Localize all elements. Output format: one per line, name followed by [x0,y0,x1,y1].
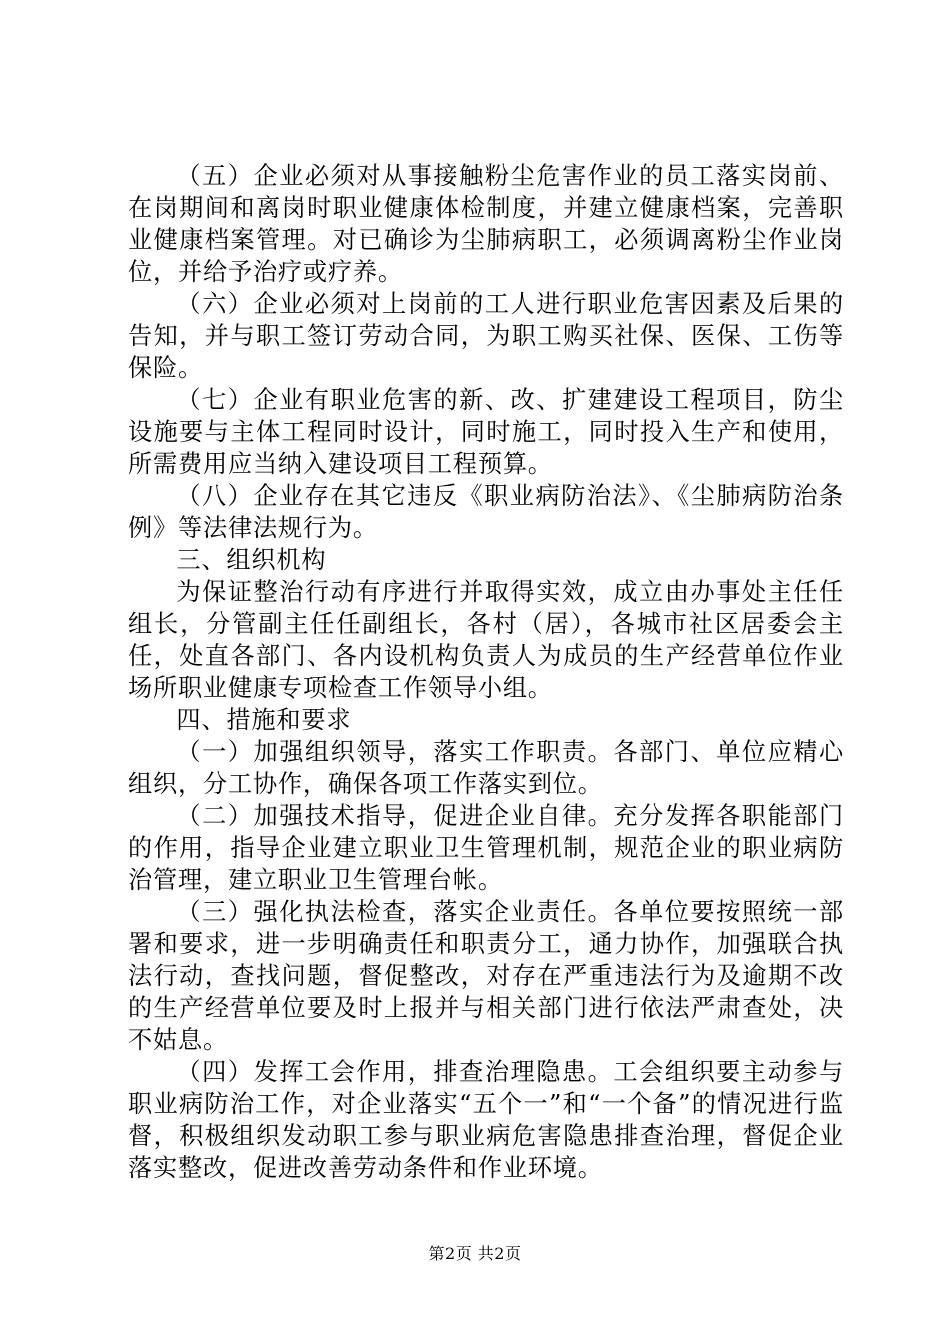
section-heading-measures: 四、措施和要求 [176,706,352,734]
paragraph-measure-1: （一）加强组织领导，落实工作职责。各部门、单位应精心组织，分工协作，确保各项工作落实到位。 [128,738,844,798]
paragraph-organization: 为保证整治行动有序进行并取得实效，成立由办事处主任任组长，分管副主任任副组长，各村（居），各城市社区居委会主任，处直各部门、各内设机构负责人为成员的生产经营单位作业场所职业健康专项检查工作领导小组。 [128,578,844,702]
paragraph-measure-2: （二）加强技术指导，促进企业自律。充分发挥各职能部门的作用，指导企业建立职业卫生管理机制，规范企业的职业病防治管理，建立职业卫生管理台帐。 [128,802,844,894]
document-body [128,160,844,1184]
paragraph-item-7: （七）企业有职业危害的新、改、扩建建设工程项目，防尘设施要与主体工程同时设计，同时施工，同时投入生产和使用，所需费用应当纳入建设项目工程预算。 [128,386,844,478]
paragraph-item-5: （五）企业必须对从事接触粉尘危害作业的员工落实岗前、在岗期间和离岗时职业健康体检制度，并建立健康档案，完善职业健康档案管理。对已确诊为尘肺病职工，必须调离粉尘作业岗位，并给予治疗或疗养。 [128,162,844,286]
page-number-footer: 第2页 共2页 [428,1244,522,1263]
paragraph-measure-3: （三）强化执法检查，落实企业责任。各单位要按照统一部署和要求，进一步明确责任和职责分工，通力协作，加强联合执法行动，查找问题，督促整改，对存在严重违法行为及逾期不改的生产经营单位要及时上报并与相关部门进行依法严肃查处，决不姑息。 [128,898,844,1054]
section-heading-organization: 三、组织机构 [176,546,327,574]
paragraph-measure-4: （四）发挥工会作用，排查治理隐患。工会组织要主动参与职业病防治工作，对企业落实“五个一”和“一个备”的情况进行监督，积极组织发动职工参与职业病危害隐患排查治理，督促企业落实整改，促进改善劳动条件和作业环境。 [128,1058,844,1182]
paragraph-item-8: （八）企业存在其它违反《职业病防治法》、《尘肺病防治条例》等法律法规行为。 [128,482,844,542]
paragraph-item-6: （六）企业必须对上岗前的工人进行职业危害因素及后果的告知，并与职工签订劳动合同，为职工购买社保、医保、工伤等保险。 [128,290,844,382]
